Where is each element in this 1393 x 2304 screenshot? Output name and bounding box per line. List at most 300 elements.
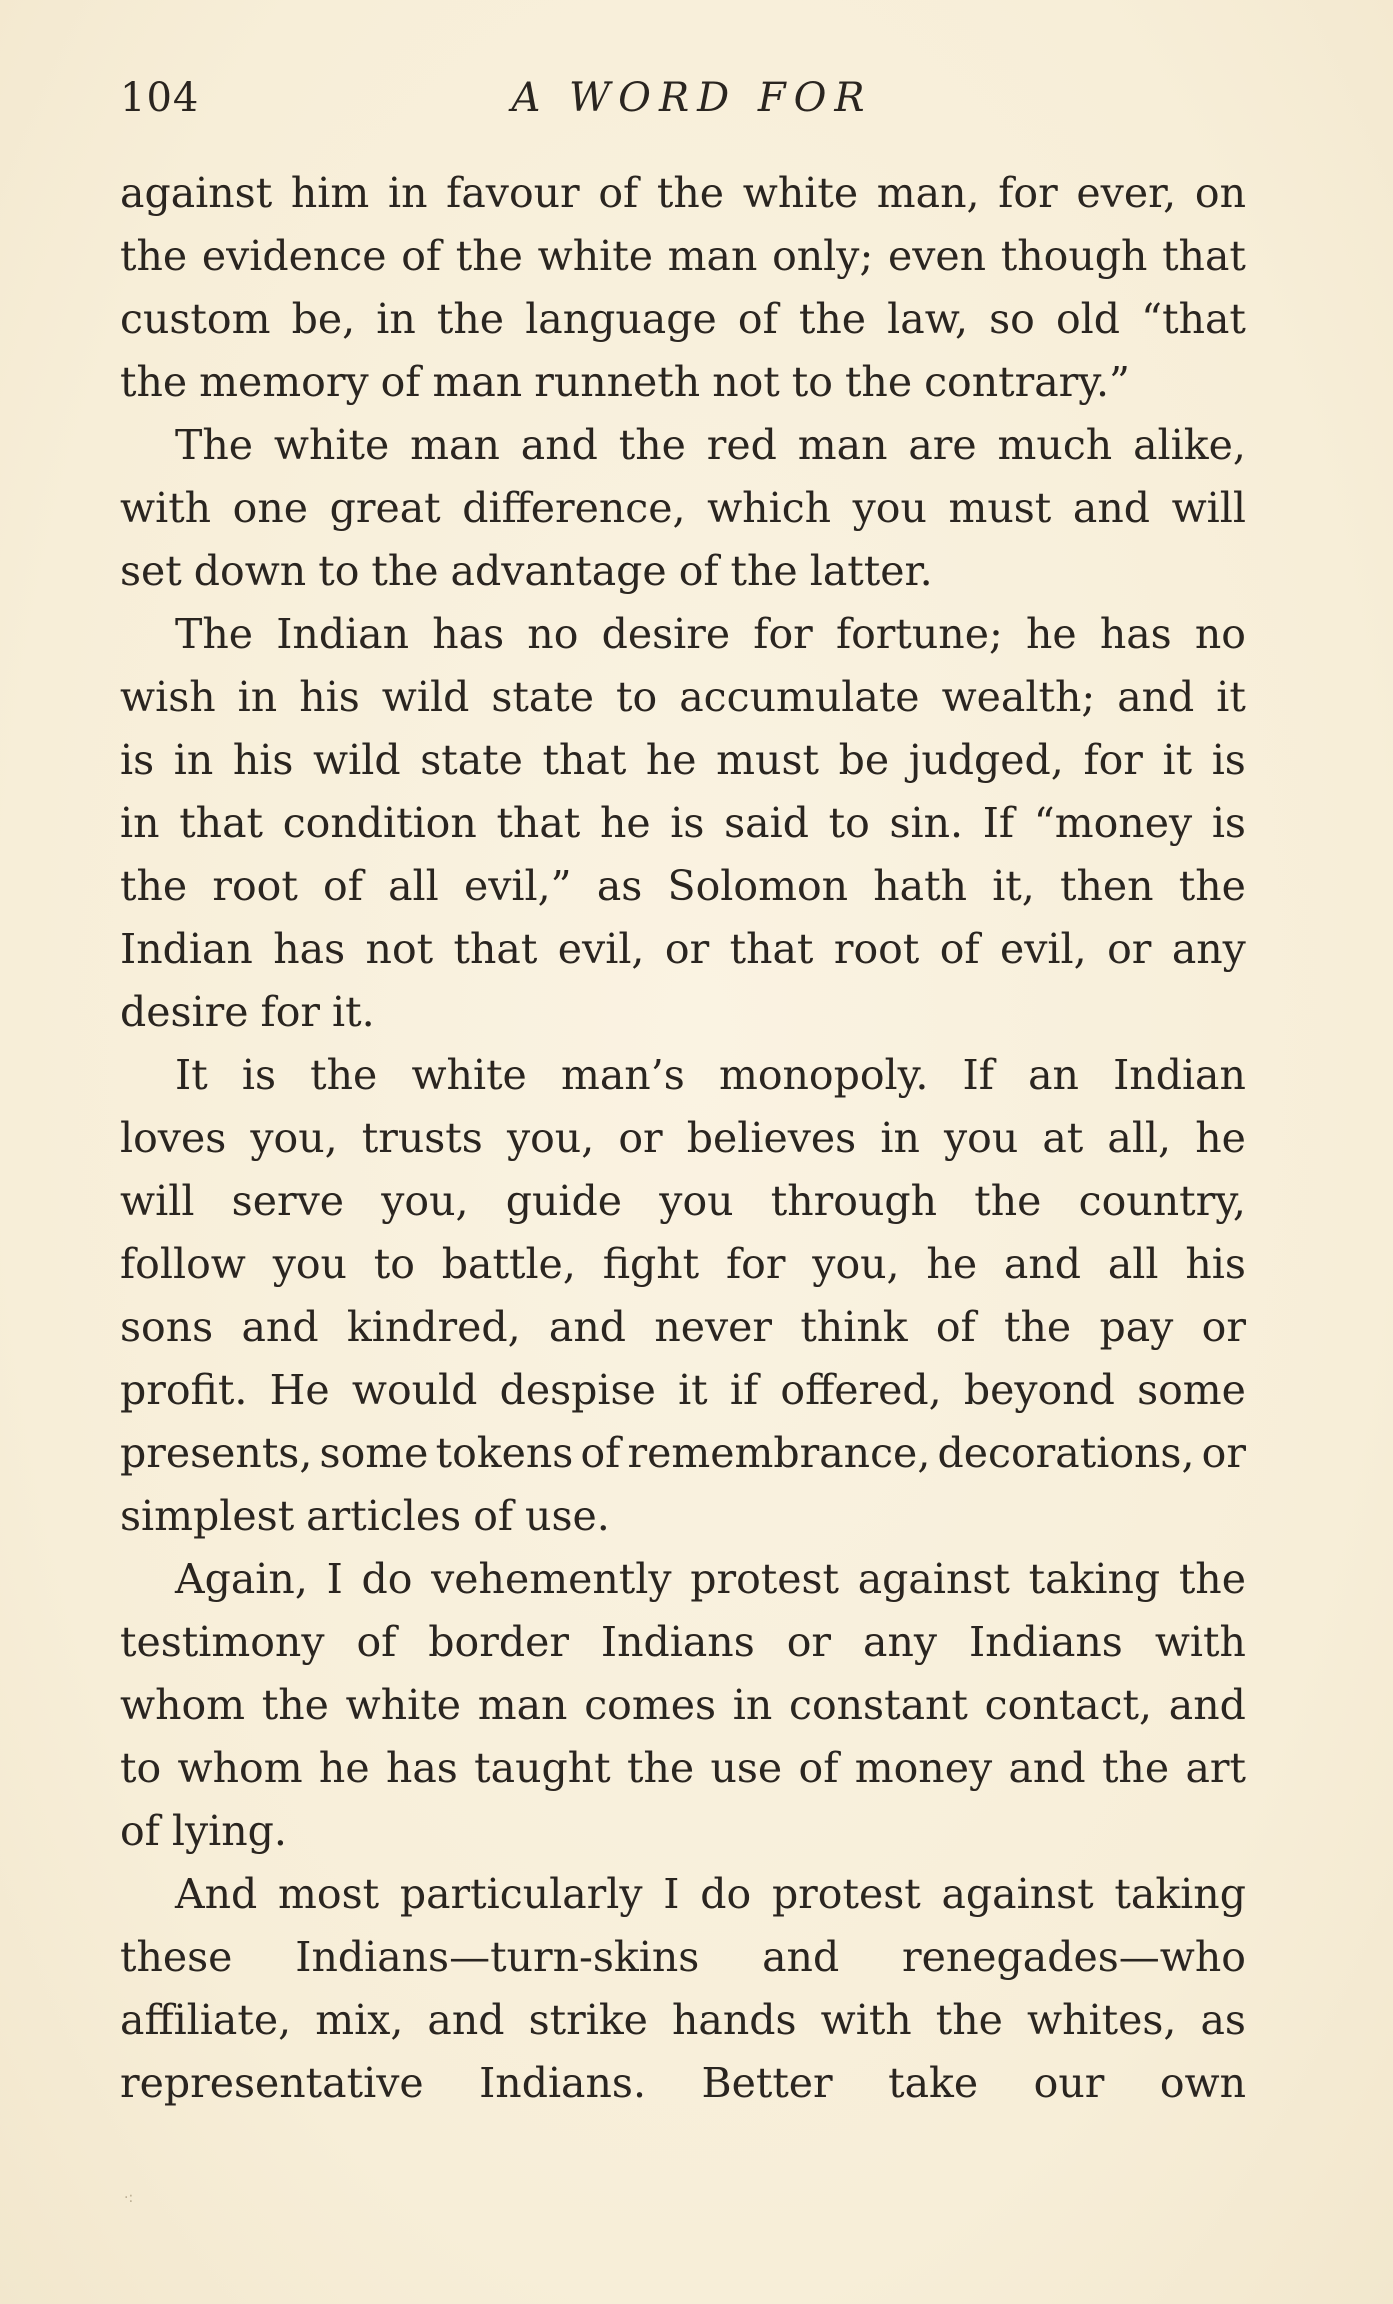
word: I bbox=[326, 1555, 343, 1603]
word: you, bbox=[250, 1114, 338, 1162]
word: protest bbox=[771, 1870, 921, 1918]
word: an bbox=[1028, 1051, 1079, 1099]
word: taking bbox=[1028, 1555, 1161, 1603]
word: judged, bbox=[908, 736, 1064, 784]
word: that bbox=[542, 736, 627, 784]
word: the bbox=[618, 421, 686, 469]
word: in bbox=[120, 799, 160, 847]
running-title: A WORD FOR bbox=[511, 75, 873, 121]
word: sons bbox=[120, 1303, 214, 1351]
word: is bbox=[241, 1051, 276, 1099]
word: Indians—turn-skins bbox=[295, 1933, 700, 1981]
word: Indian bbox=[276, 610, 410, 658]
word: He bbox=[269, 1366, 330, 1414]
word: man bbox=[410, 421, 500, 469]
word: man, bbox=[876, 169, 980, 217]
word: white bbox=[273, 421, 390, 469]
word: or bbox=[618, 1114, 663, 1162]
word: language bbox=[525, 295, 717, 343]
word: the bbox=[120, 232, 188, 280]
word: against bbox=[941, 1870, 1094, 1918]
word: the bbox=[798, 295, 867, 343]
word: sin. bbox=[889, 799, 964, 847]
word: be, bbox=[291, 295, 356, 343]
body-text bbox=[120, 162, 1246, 2115]
word: through bbox=[770, 1177, 938, 1225]
word: and bbox=[427, 1996, 505, 2044]
word: evil, bbox=[1000, 925, 1087, 973]
word: The bbox=[175, 610, 254, 658]
word: trusts bbox=[361, 1114, 483, 1162]
text-line bbox=[120, 729, 1246, 792]
word: comes bbox=[584, 1681, 717, 1729]
word: no bbox=[1194, 610, 1246, 658]
word: it bbox=[1162, 736, 1193, 784]
word: not bbox=[365, 925, 434, 973]
word: as bbox=[1200, 1996, 1246, 2044]
word: articles bbox=[306, 1492, 462, 1540]
word: and bbox=[241, 1303, 319, 1351]
text-line bbox=[120, 351, 1246, 414]
word: in bbox=[376, 295, 416, 343]
word: lying. bbox=[171, 1807, 287, 1855]
word: and bbox=[548, 1303, 627, 1351]
word: which bbox=[707, 484, 832, 532]
word: though bbox=[1000, 232, 1148, 280]
word: to bbox=[791, 358, 833, 406]
word: you bbox=[852, 484, 927, 532]
word: law, bbox=[887, 295, 968, 343]
word: kindred, bbox=[346, 1303, 521, 1351]
word: of bbox=[473, 1492, 514, 1540]
word: advantage bbox=[450, 547, 667, 595]
word: remembrance, bbox=[627, 1429, 931, 1477]
word: or bbox=[664, 925, 710, 973]
word: vehemently bbox=[431, 1555, 672, 1603]
word: runneth bbox=[534, 358, 701, 406]
word: of bbox=[798, 1744, 839, 1792]
word: that bbox=[729, 925, 814, 973]
word: to bbox=[318, 547, 360, 595]
word: to bbox=[828, 799, 870, 847]
word: is bbox=[1211, 799, 1246, 847]
word: whites, bbox=[1026, 1996, 1177, 2044]
word: he bbox=[318, 1744, 370, 1792]
text-line bbox=[120, 288, 1246, 351]
word: alike, bbox=[1133, 421, 1246, 469]
word: has bbox=[385, 1744, 458, 1792]
word: that bbox=[1162, 232, 1246, 280]
word: must bbox=[948, 484, 1052, 532]
word: memory bbox=[199, 358, 369, 406]
word: affiliate, bbox=[120, 1996, 292, 2044]
text-line bbox=[120, 666, 1246, 729]
word: one bbox=[232, 484, 309, 532]
word: has bbox=[273, 925, 346, 973]
word: art bbox=[1185, 1744, 1246, 1792]
word: would bbox=[351, 1366, 478, 1414]
word: to bbox=[120, 1744, 162, 1792]
word: to bbox=[373, 1240, 415, 1288]
word: for bbox=[260, 988, 320, 1036]
word: of bbox=[598, 169, 639, 217]
word: Indians bbox=[600, 1618, 755, 1666]
word: presents, bbox=[120, 1429, 313, 1477]
word: follow bbox=[120, 1240, 246, 1288]
text-line bbox=[120, 414, 1246, 477]
word: of bbox=[935, 1303, 976, 1351]
word: never bbox=[654, 1303, 773, 1351]
word: condition bbox=[282, 799, 477, 847]
word: all bbox=[1107, 1240, 1159, 1288]
text-line bbox=[120, 1485, 1246, 1548]
text-line bbox=[120, 1296, 1246, 1359]
word: custom bbox=[120, 295, 271, 343]
word: evil,” bbox=[463, 862, 572, 910]
word: think bbox=[800, 1303, 908, 1351]
text-line bbox=[120, 2052, 1246, 2115]
text-line bbox=[120, 1674, 1246, 1737]
word: man bbox=[667, 232, 758, 280]
word: you bbox=[943, 1114, 1019, 1162]
word: or bbox=[1201, 1303, 1246, 1351]
word: down bbox=[193, 547, 307, 595]
word: the bbox=[1004, 1303, 1072, 1351]
word: wild bbox=[313, 736, 401, 784]
word: if bbox=[729, 1366, 759, 1414]
word: white bbox=[537, 232, 653, 280]
word: particularly bbox=[399, 1870, 643, 1918]
word: the bbox=[120, 862, 188, 910]
word: border bbox=[428, 1618, 569, 1666]
word: the bbox=[626, 1744, 695, 1792]
word: The bbox=[175, 421, 254, 469]
word: you, bbox=[506, 1114, 595, 1162]
text-line bbox=[120, 1737, 1246, 1800]
text-line bbox=[120, 1233, 1246, 1296]
word: monopoly. bbox=[718, 1051, 929, 1099]
word: battle, bbox=[441, 1240, 576, 1288]
text-line bbox=[120, 477, 1246, 540]
word: it. bbox=[332, 988, 375, 1036]
word: Indians. bbox=[479, 2059, 646, 2107]
word: whom bbox=[120, 1681, 246, 1729]
word: offered, bbox=[780, 1366, 942, 1414]
word: man bbox=[477, 1681, 568, 1729]
word: it bbox=[1216, 673, 1246, 721]
word: his bbox=[1185, 1240, 1246, 1288]
text-line bbox=[120, 855, 1246, 918]
word: even bbox=[887, 232, 987, 280]
word: man bbox=[432, 358, 523, 406]
text-line bbox=[120, 981, 1246, 1044]
word: you, bbox=[812, 1240, 900, 1288]
word: accumulate bbox=[679, 673, 920, 721]
word: for bbox=[1083, 736, 1143, 784]
word: and bbox=[762, 1933, 840, 1981]
word: red bbox=[706, 421, 777, 469]
word: pay bbox=[1099, 1303, 1174, 1351]
word: for bbox=[753, 610, 813, 658]
word: desire bbox=[601, 610, 731, 658]
word: state bbox=[420, 736, 523, 784]
word: at bbox=[1042, 1114, 1084, 1162]
word: mix, bbox=[315, 1996, 404, 2044]
word: it, bbox=[992, 862, 1035, 910]
word: evidence bbox=[201, 232, 387, 280]
word: the bbox=[656, 169, 725, 217]
word: of bbox=[580, 1429, 621, 1477]
text-line bbox=[120, 1170, 1246, 1233]
word: that bbox=[453, 925, 538, 973]
text-line bbox=[120, 918, 1246, 981]
text-line bbox=[120, 225, 1246, 288]
word: is bbox=[1211, 736, 1246, 784]
word: then bbox=[1060, 862, 1154, 910]
word: the bbox=[436, 295, 505, 343]
word: be bbox=[838, 736, 890, 784]
word: not bbox=[712, 358, 780, 406]
word: “money bbox=[1033, 799, 1193, 847]
word: the bbox=[261, 1681, 329, 1729]
word: in bbox=[880, 1114, 920, 1162]
word: said bbox=[724, 799, 809, 847]
word: root bbox=[212, 862, 298, 910]
word: fortune; bbox=[835, 610, 1003, 658]
word: man’s bbox=[560, 1051, 685, 1099]
word: I bbox=[663, 1870, 680, 1918]
word: his bbox=[299, 673, 360, 721]
page-number: 104 bbox=[120, 75, 200, 121]
word: of bbox=[323, 862, 363, 910]
word: beyond bbox=[963, 1366, 1115, 1414]
word: the bbox=[974, 1177, 1042, 1225]
word: despise bbox=[499, 1366, 656, 1414]
word: he bbox=[1025, 610, 1077, 658]
word: these bbox=[120, 1933, 233, 1981]
word: on bbox=[1194, 169, 1246, 217]
word: to bbox=[616, 673, 658, 721]
word: in bbox=[173, 736, 214, 784]
word: and bbox=[1008, 1744, 1086, 1792]
text-line bbox=[120, 1107, 1246, 1170]
word: must bbox=[716, 736, 819, 784]
word: representative bbox=[120, 2059, 424, 2107]
text-line bbox=[120, 792, 1246, 855]
word: Indian bbox=[120, 925, 253, 973]
text-line bbox=[120, 1359, 1246, 1422]
word: the bbox=[844, 358, 913, 406]
word: hath bbox=[873, 862, 967, 910]
word: taught bbox=[474, 1744, 611, 1792]
word: Indians bbox=[968, 1618, 1123, 1666]
word: in bbox=[387, 169, 428, 217]
running-head bbox=[120, 68, 1244, 128]
word: you bbox=[659, 1177, 734, 1225]
word: the bbox=[935, 1996, 1003, 2044]
word: all bbox=[388, 862, 439, 910]
word: country, bbox=[1078, 1177, 1246, 1225]
word: the bbox=[455, 232, 523, 280]
word: loves bbox=[120, 1114, 227, 1162]
word: the bbox=[371, 547, 439, 595]
word: so bbox=[989, 295, 1035, 343]
word: will bbox=[1171, 484, 1246, 532]
word: profit. bbox=[120, 1366, 248, 1414]
word: you, bbox=[381, 1177, 469, 1225]
word: own bbox=[1159, 2059, 1246, 2107]
word: that bbox=[179, 799, 264, 847]
text-line bbox=[120, 1800, 1246, 1863]
word: the bbox=[1178, 1555, 1246, 1603]
word: constant bbox=[789, 1681, 968, 1729]
word: testimony bbox=[120, 1618, 325, 1666]
text-line bbox=[120, 1611, 1246, 1674]
word: is bbox=[670, 799, 705, 847]
word: some bbox=[319, 1429, 429, 1477]
word: that bbox=[496, 799, 581, 847]
word: Again, bbox=[175, 1555, 308, 1603]
word: will bbox=[120, 1177, 195, 1225]
word: renegades—who bbox=[902, 1933, 1246, 1981]
word: great bbox=[329, 484, 441, 532]
word: simplest bbox=[120, 1492, 295, 1540]
word: the bbox=[1101, 1744, 1170, 1792]
word: protest bbox=[690, 1555, 840, 1603]
word: and bbox=[1117, 673, 1195, 721]
word: man bbox=[797, 421, 888, 469]
word: for bbox=[726, 1240, 786, 1288]
text-line bbox=[120, 1044, 1246, 1107]
word: of bbox=[380, 358, 421, 406]
text-line bbox=[120, 603, 1246, 666]
word: Better bbox=[701, 2059, 833, 2107]
word: in bbox=[237, 673, 278, 721]
word: he bbox=[645, 736, 697, 784]
word: with bbox=[1154, 1618, 1246, 1666]
word: only; bbox=[772, 232, 874, 280]
text-line bbox=[120, 1989, 1246, 2052]
word: guide bbox=[505, 1177, 623, 1225]
word: the bbox=[730, 547, 798, 595]
word: desire bbox=[120, 988, 249, 1036]
word: much bbox=[997, 421, 1113, 469]
word: as bbox=[596, 862, 643, 910]
word: in bbox=[732, 1681, 773, 1729]
word: white bbox=[742, 169, 859, 217]
text-line bbox=[120, 1926, 1246, 1989]
word: he bbox=[599, 799, 651, 847]
word: believes bbox=[686, 1114, 857, 1162]
word: of bbox=[678, 547, 719, 595]
word: If bbox=[982, 799, 1015, 847]
word: white bbox=[345, 1681, 462, 1729]
word: of bbox=[356, 1618, 397, 1666]
word: any bbox=[863, 1618, 938, 1666]
word: and bbox=[1168, 1681, 1246, 1729]
word: it bbox=[678, 1366, 708, 1414]
word: hands bbox=[672, 1996, 797, 2044]
word: ever, bbox=[1076, 169, 1177, 217]
word: most bbox=[278, 1870, 380, 1918]
word: of bbox=[120, 1807, 160, 1855]
word: and bbox=[520, 421, 598, 469]
word: set bbox=[120, 547, 182, 595]
word: are bbox=[908, 421, 977, 469]
word: tokens bbox=[435, 1429, 574, 1477]
text-line bbox=[120, 162, 1246, 225]
text-line bbox=[120, 1422, 1246, 1485]
word: It bbox=[175, 1051, 208, 1099]
word: no bbox=[527, 610, 579, 658]
word: against bbox=[120, 169, 273, 217]
word: or bbox=[1201, 1429, 1246, 1477]
word: you bbox=[272, 1240, 347, 1288]
word: all, bbox=[1107, 1114, 1172, 1162]
word: wealth; bbox=[941, 673, 1096, 721]
stray-mark: ·: bbox=[124, 2190, 134, 2206]
word: old bbox=[1055, 295, 1121, 343]
word: do bbox=[700, 1870, 752, 1918]
word: contrary.” bbox=[924, 358, 1130, 406]
word: for bbox=[998, 169, 1058, 217]
word: white bbox=[411, 1051, 527, 1099]
word: has bbox=[432, 610, 505, 658]
word: any bbox=[1171, 925, 1246, 973]
word: evil, bbox=[557, 925, 645, 973]
word: “that bbox=[1141, 295, 1246, 343]
word: take bbox=[888, 2059, 979, 2107]
word: the bbox=[1178, 862, 1246, 910]
word: is bbox=[120, 736, 155, 784]
word: the bbox=[310, 1051, 378, 1099]
word: and bbox=[1072, 484, 1150, 532]
word: has bbox=[1099, 610, 1172, 658]
word: do bbox=[361, 1555, 413, 1603]
word: wish bbox=[120, 673, 216, 721]
word: Indian bbox=[1113, 1051, 1246, 1099]
word: whom bbox=[177, 1744, 303, 1792]
word: and bbox=[1003, 1240, 1082, 1288]
word: money bbox=[854, 1744, 993, 1792]
word: of bbox=[939, 925, 980, 973]
word: And bbox=[175, 1870, 258, 1918]
word: If bbox=[962, 1051, 994, 1099]
word: Solomon bbox=[667, 862, 849, 910]
word: the bbox=[120, 358, 188, 406]
word: him bbox=[290, 169, 370, 217]
word: or bbox=[786, 1618, 832, 1666]
word: wild bbox=[381, 673, 470, 721]
word: decorations, bbox=[937, 1429, 1195, 1477]
word: fight bbox=[602, 1240, 700, 1288]
word: strike bbox=[528, 1996, 648, 2044]
word: against bbox=[857, 1555, 1010, 1603]
word: latter. bbox=[809, 547, 933, 595]
word: some bbox=[1137, 1366, 1246, 1414]
word: state bbox=[491, 673, 595, 721]
word: our bbox=[1033, 2059, 1105, 2107]
word: root bbox=[833, 925, 920, 973]
word: taking bbox=[1114, 1870, 1246, 1918]
word: serve bbox=[231, 1177, 345, 1225]
word: or bbox=[1107, 925, 1152, 973]
word: of bbox=[737, 295, 778, 343]
word: contact, bbox=[984, 1681, 1153, 1729]
word: favour bbox=[446, 169, 580, 217]
word: use. bbox=[525, 1492, 610, 1540]
word: with bbox=[820, 1996, 912, 2044]
